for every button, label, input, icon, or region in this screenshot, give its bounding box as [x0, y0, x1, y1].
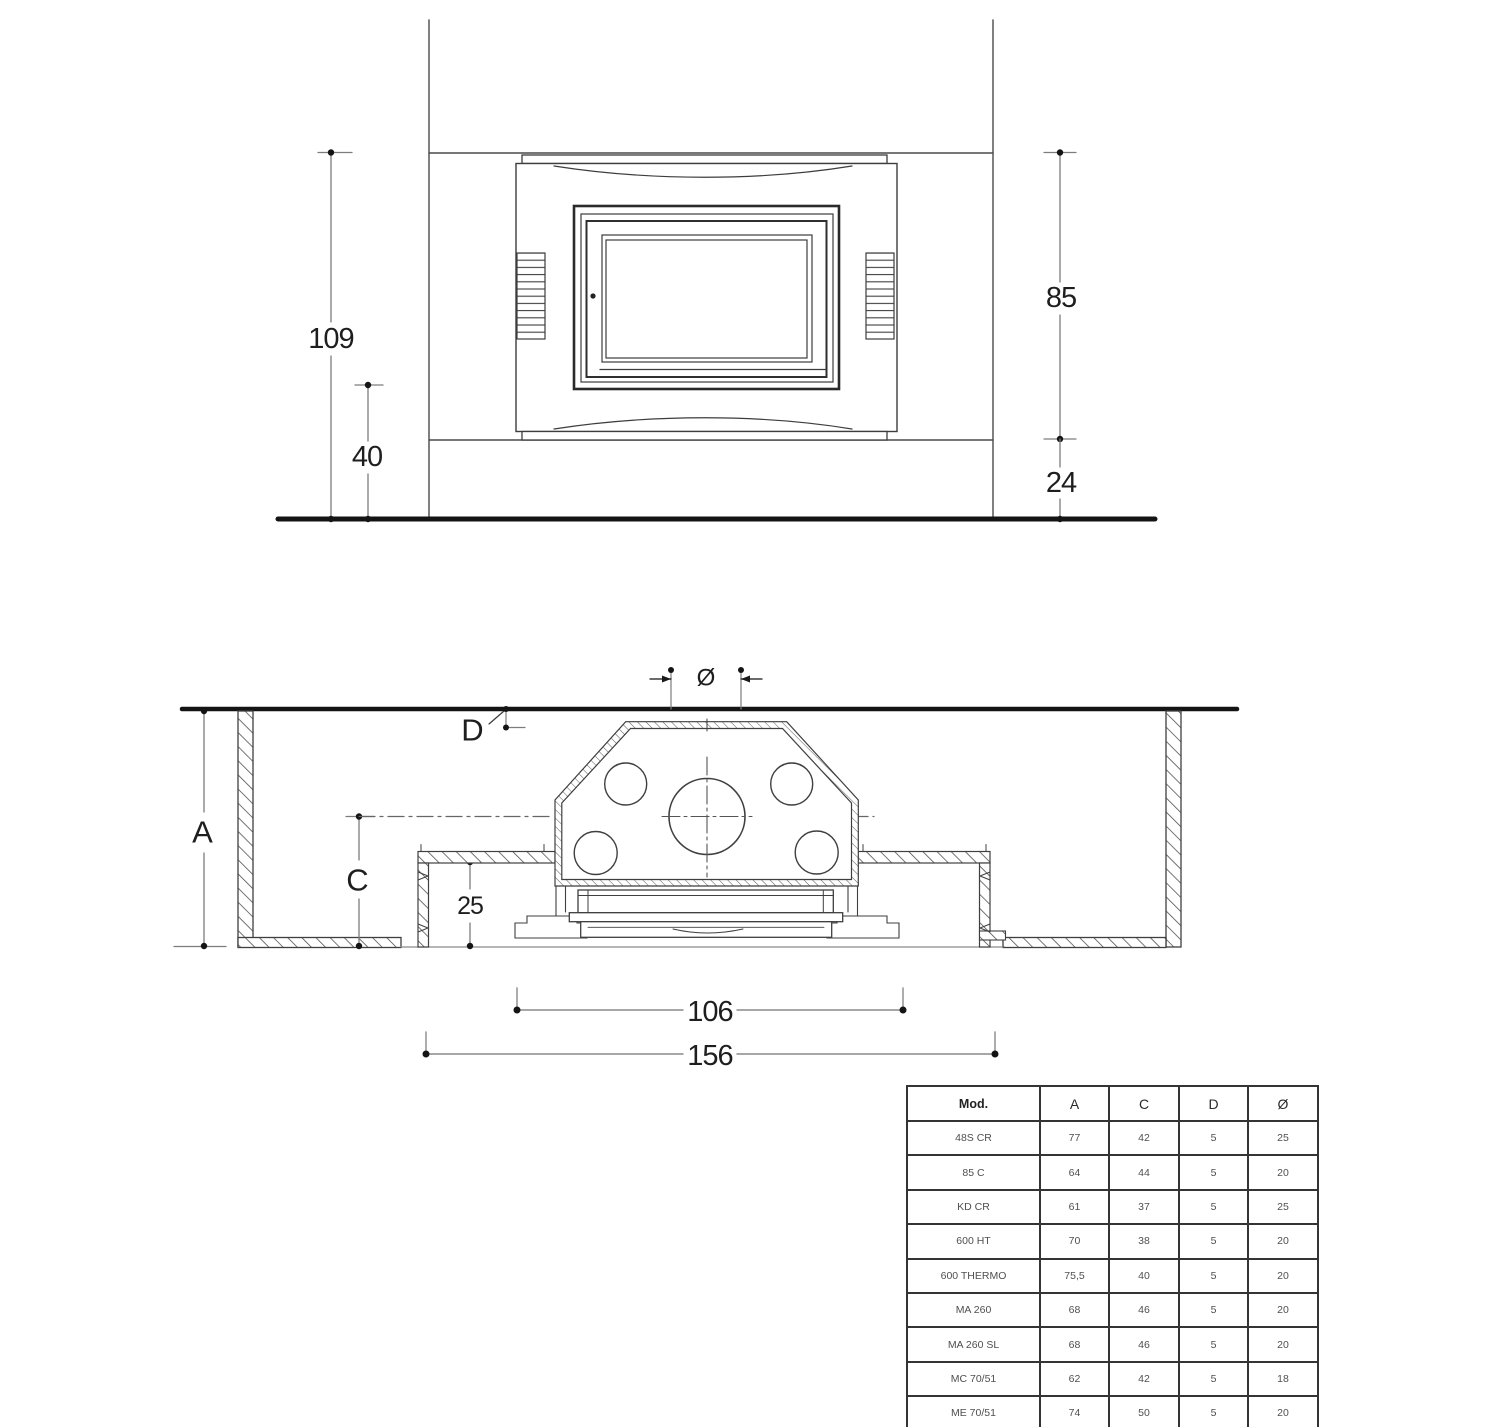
col-header-A: A — [1040, 1086, 1109, 1121]
dim-40-label: 40 — [351, 441, 383, 473]
cell-model: 85 C — [907, 1155, 1040, 1189]
bench-right-top — [858, 852, 990, 864]
dim-C-label: C — [346, 862, 368, 898]
table-row: 85 C 64 44 5 20 — [907, 1155, 1318, 1189]
left-grille — [517, 253, 545, 339]
table-row: MA 260 SL 68 46 5 20 — [907, 1327, 1318, 1361]
fireplace-bottom-cap — [522, 432, 887, 441]
fireplace-top-cap — [522, 155, 887, 164]
cell-model: 600 HT — [907, 1224, 1040, 1258]
section-left-wall — [238, 711, 253, 947]
col-header-D: D — [1179, 1086, 1248, 1121]
table-row: 48S CR 77 42 5 25 — [907, 1121, 1318, 1155]
col-header-mod: Mod. — [907, 1086, 1040, 1121]
col-header-diameter: Ø — [1248, 1086, 1318, 1121]
section-floor-right — [1003, 938, 1166, 948]
cell-model: ME 70/51 — [907, 1396, 1040, 1427]
section-view — [174, 665, 1237, 1073]
dim-109-label: 109 — [308, 323, 354, 355]
bench-left-top — [418, 852, 555, 864]
cell-model: KD CR — [907, 1190, 1040, 1224]
cell-model: MC 70/51 — [907, 1362, 1040, 1396]
front-view — [278, 20, 1155, 522]
cell-model: 600 THERMO — [907, 1259, 1040, 1293]
dim-24-label: 24 — [1045, 467, 1077, 499]
cell-model: MA 260 — [907, 1293, 1040, 1327]
dim-D-label: D — [461, 712, 483, 748]
stove-base — [515, 886, 899, 938]
dim-156-label: 156 — [687, 1040, 733, 1072]
right-grille — [866, 253, 894, 339]
dim-106-label: 106 — [687, 996, 733, 1028]
section-floor-left — [238, 938, 401, 948]
dim-25-label: 25 — [457, 892, 483, 920]
cell-model: MA 260 SL — [907, 1327, 1040, 1361]
table-row: MA 260 68 46 5 20 — [907, 1293, 1318, 1327]
bench-right-foot — [980, 931, 1006, 940]
spec-table — [906, 1085, 1319, 1427]
section-right-wall — [1166, 711, 1181, 947]
table-row: MC 70/51 62 42 5 18 — [907, 1362, 1318, 1396]
col-header-C: C — [1109, 1086, 1179, 1121]
fan-circle-upper-right — [771, 763, 813, 805]
fan-circle-lower-right — [795, 831, 838, 874]
fan-circle-lower-left — [574, 832, 617, 875]
dim-flue-label: Ø — [696, 664, 716, 692]
spec-table-header-row — [907, 1086, 1318, 1121]
table-row: 600 HT 70 38 5 20 — [907, 1224, 1318, 1258]
door-handle-dot — [590, 293, 595, 298]
table-row: ME 70/51 74 50 5 20 — [907, 1396, 1318, 1427]
cell-model: 48S CR — [907, 1121, 1040, 1155]
dim-A-label: A — [192, 814, 212, 850]
table-row: KD CR 61 37 5 25 — [907, 1190, 1318, 1224]
table-row: 600 THERMO 75,5 40 5 20 — [907, 1259, 1318, 1293]
fan-circle-upper-left — [605, 763, 647, 805]
dim-85-label: 85 — [1045, 282, 1077, 314]
